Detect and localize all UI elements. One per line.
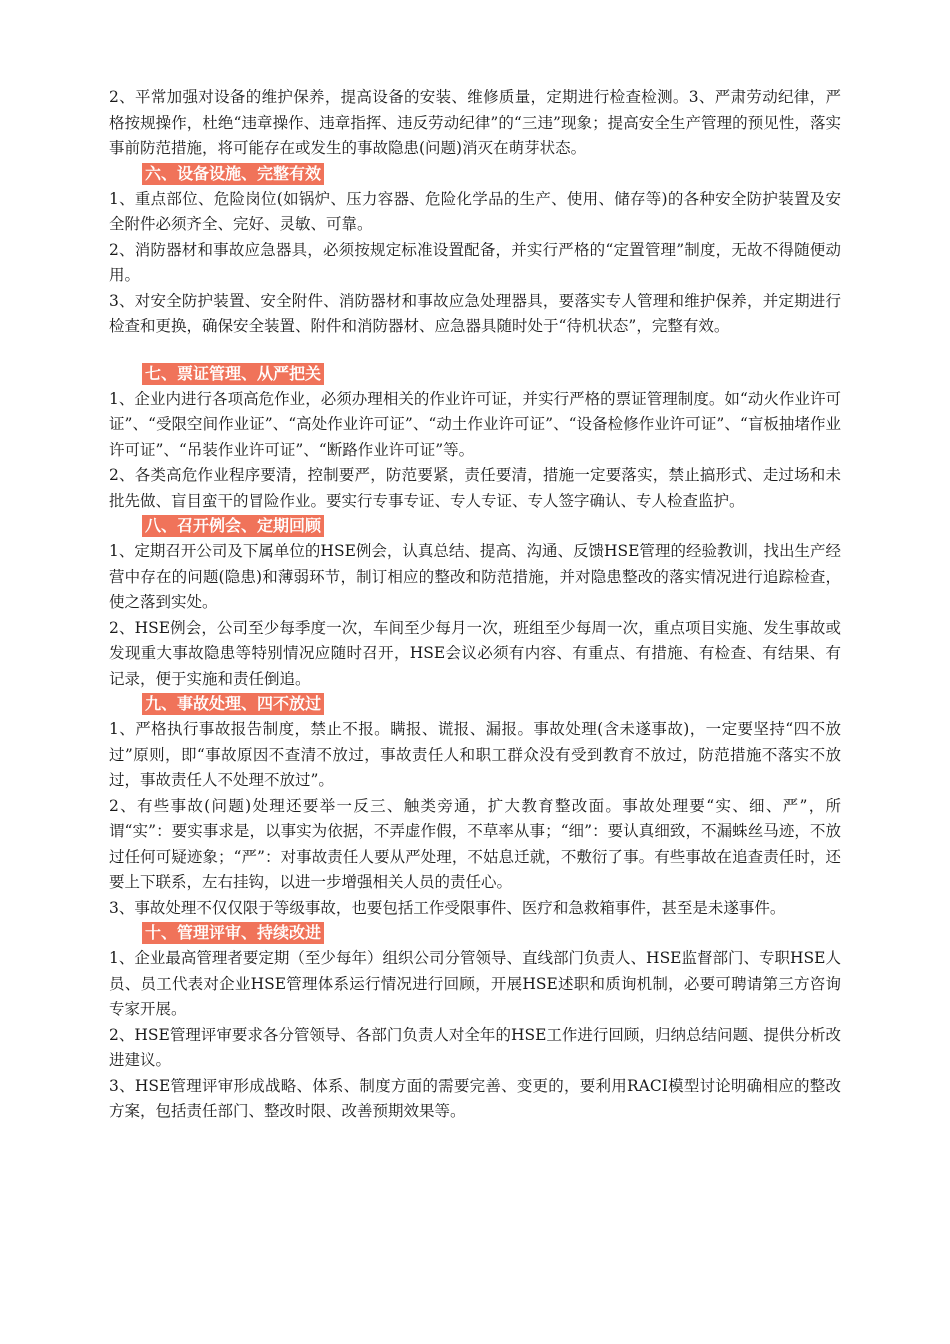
paragraph: 3、HSE管理评审形成战略、体系、制度方面的需要完善、变更的，要利用RACI模型讨论明确相应的整改方案，包括责任部门、整改时限、改善预期效果等。 xyxy=(109,1076,841,1120)
paragraph: 1、严格执行事故报告制度，禁止不报。瞒报、谎报、漏报。事故处理(含未遂事故)，一定要坚持“四不放过”原则，即“事故原因不查清不放过，事故责任人和职工群众没有受到教育不放过，防范措施不落实不放过，事故责任人不处理不放过”。 xyxy=(109,720,841,789)
paragraph: 2、平常加强对设备的维护保养，提高设备的安装、维修质量，定期进行检查检测。3、严肃劳动纪律，严格按规操作，杜绝“违章操作、违章指挥、违反劳动纪律”的“三违”现象；提高安全生产管理的预见性，落实事前防范措施，将可能存在或发生的事故隐患(问题)消灭在萌芽状态。 xyxy=(109,88,841,157)
spacer xyxy=(109,340,841,362)
section-heading: 八、召开例会、定期回顾 xyxy=(142,515,324,537)
section-heading: 十、管理评审、持续改进 xyxy=(142,922,324,944)
section-heading: 七、票证管理、从严把关 xyxy=(142,363,324,385)
paragraph: 1、企业最高管理者要定期（至少每年）组织公司分管领导、直线部门负责人、HSE监督部门、专职HSE人员、员工代表对企业HSE管理体系运行情况进行回顾，开展HSE述职和质询机制，必要可聘请第三方咨询专家开展。 xyxy=(109,949,841,1018)
section-heading-row xyxy=(109,362,841,387)
section-heading-row xyxy=(109,921,841,946)
paragraph: 1、企业内进行各项高危作业，必须办理相关的作业许可证，并实行严格的票证管理制度。如“动火作业许可证”、“受限空间作业证”、“高处作业许可证”、“动土作业许可证”、“设备检修作业许可证”、“盲板抽堵作业许可证”、“吊装作业许可证”、“断路作业许可证”等。 xyxy=(109,389,841,459)
section-heading-row xyxy=(109,692,841,717)
paragraph: 2、HSE管理评审要求各分管领导、各部门负责人对全年的HSE工作进行回顾，归纳总结问题、提供分析改进建议。 xyxy=(109,1025,841,1069)
paragraph: 1、重点部位、危险岗位(如锅炉、压力容器、危险化学品的生产、使用、储存等)的各种安全防护装置及安全附件必须齐全、完好、灵敏、可靠。 xyxy=(109,189,841,233)
paragraph: 3、事故处理不仅仅限于等级事故，也要包括工作受限事件、医疗和急救箱事件，甚至是未遂事件。 xyxy=(109,898,786,917)
section-heading-row xyxy=(109,514,841,539)
paragraph: 2、有些事故(问题)处理还要举一反三、触类旁通，扩大教育整改面。事故处理要“实、细、严”，所谓“实”：要实事求是，以事实为依据，不弄虚作假，不草率从事；“细”：要认真细致，不漏蛛丝马迹，不放过任何可疑迹象；“严”：对事故责任人要从严处理，不姑息迁就，不敷衍了事。有些事故在追查责任时，还要上下联系，左右挂钩，以进一步增强相关人员的责任心。 xyxy=(109,796,841,891)
paragraph: 2、消防器材和事故应急器具，必须按规定标准设置配备，并实行严格的“定置管理”制度，无故不得随便动用。 xyxy=(109,240,841,284)
paragraph: 2、各类高危作业程序要清，控制要严，防范要紧，责任要清，措施一定要落实，禁止搞形式、走过场和未批先做、盲目蛮干的冒险作业。要实行专事专证、专人专证、专人签字确认、专人检查监护。 xyxy=(109,466,841,510)
section-heading: 九、事故处理、四不放过 xyxy=(142,693,324,715)
section-heading: 六、设备设施、完整有效 xyxy=(142,163,324,185)
document-page xyxy=(109,85,841,1125)
paragraph: 2、HSE例会，公司至少每季度一次，车间至少每月一次，班组至少每周一次，重点项目实施、发生事故或发现重大事故隐患等特别情况应随时召开，HSE会议必须有内容、有重点、有措施、有检查、有结果、有记录，便于实施和责任倒追。 xyxy=(109,618,841,688)
paragraph: 3、对安全防护装置、安全附件、消防器材和事故应急处理器具，要落实专人管理和维护保养，并定期进行检查和更换，确保安全装置、附件和消防器材、应急器具随时处于“待机状态”，完整有效。 xyxy=(109,291,841,335)
paragraph: 1、定期召开公司及下属单位的HSE例会，认真总结、提高、沟通、反馈HSE管理的经验教训，找出生产经营中存在的问题(隐患)和薄弱环节，制订相应的整改和防范措施，并对隐患整改的落实情况进行追踪检查，使之落到实处。 xyxy=(109,542,841,611)
section-heading-row xyxy=(109,162,841,187)
